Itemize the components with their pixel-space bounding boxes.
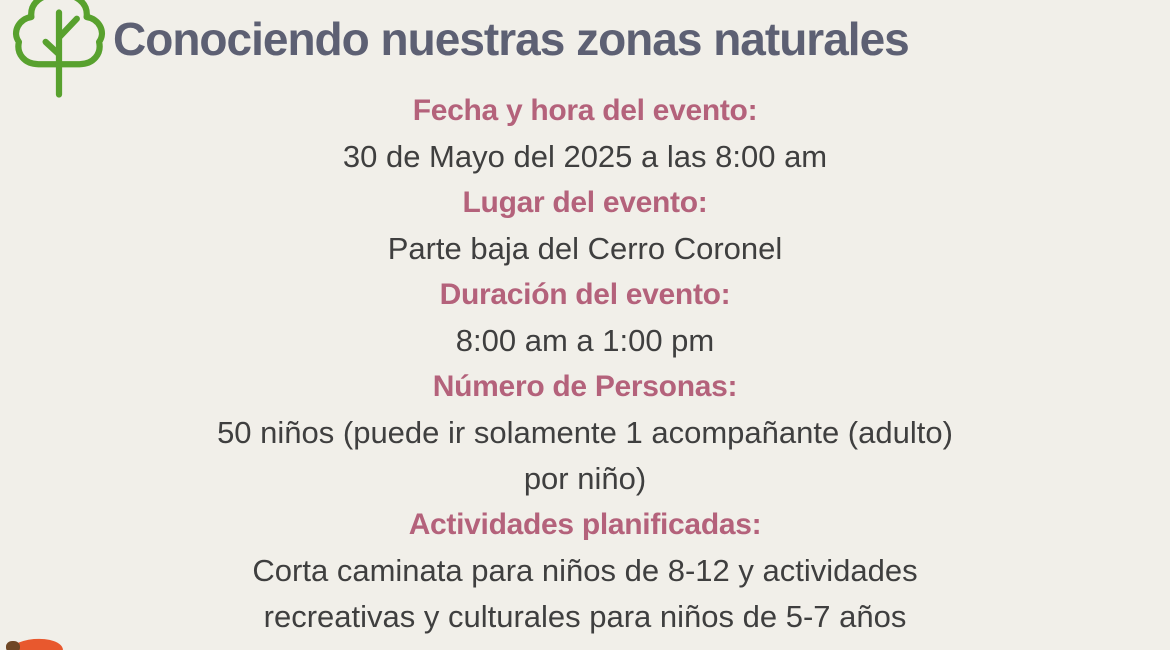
- corner-illustration: [0, 630, 80, 650]
- section-heading-duracion: Duración del evento:: [439, 278, 731, 311]
- section-body-fecha: 30 de Mayo del 2025 a las 8:00 am: [342, 139, 828, 174]
- section-body-lugar: Parte baja del Cerro Coronel: [387, 231, 783, 266]
- tree-trunk: [46, 13, 77, 95]
- section-heading-personas: Número de Personas:: [432, 370, 738, 403]
- brown-blob: [6, 641, 20, 650]
- section-heading-fecha: Fecha y hora del evento:: [412, 94, 758, 127]
- section-body-actividades-line1: Corta caminata para niños de 8-12 y actividades: [252, 553, 918, 588]
- section-body-personas-line2: por niño): [523, 461, 647, 496]
- section-body-personas-line1: 50 niños (puede ir solamente 1 acompañante (adulto): [217, 415, 953, 450]
- section-heading-lugar: Lugar del evento:: [462, 186, 708, 219]
- page-title: Conociendo nuestras zonas naturales: [113, 13, 909, 65]
- section-body-actividades-line2: recreativas y culturales para niños de 5-7 años: [263, 599, 907, 634]
- section-heading-actividades: Actividades planificadas:: [408, 508, 762, 541]
- section-body-duracion: 8:00 am a 1:00 pm: [455, 323, 715, 358]
- event-details: [0, 88, 1170, 640]
